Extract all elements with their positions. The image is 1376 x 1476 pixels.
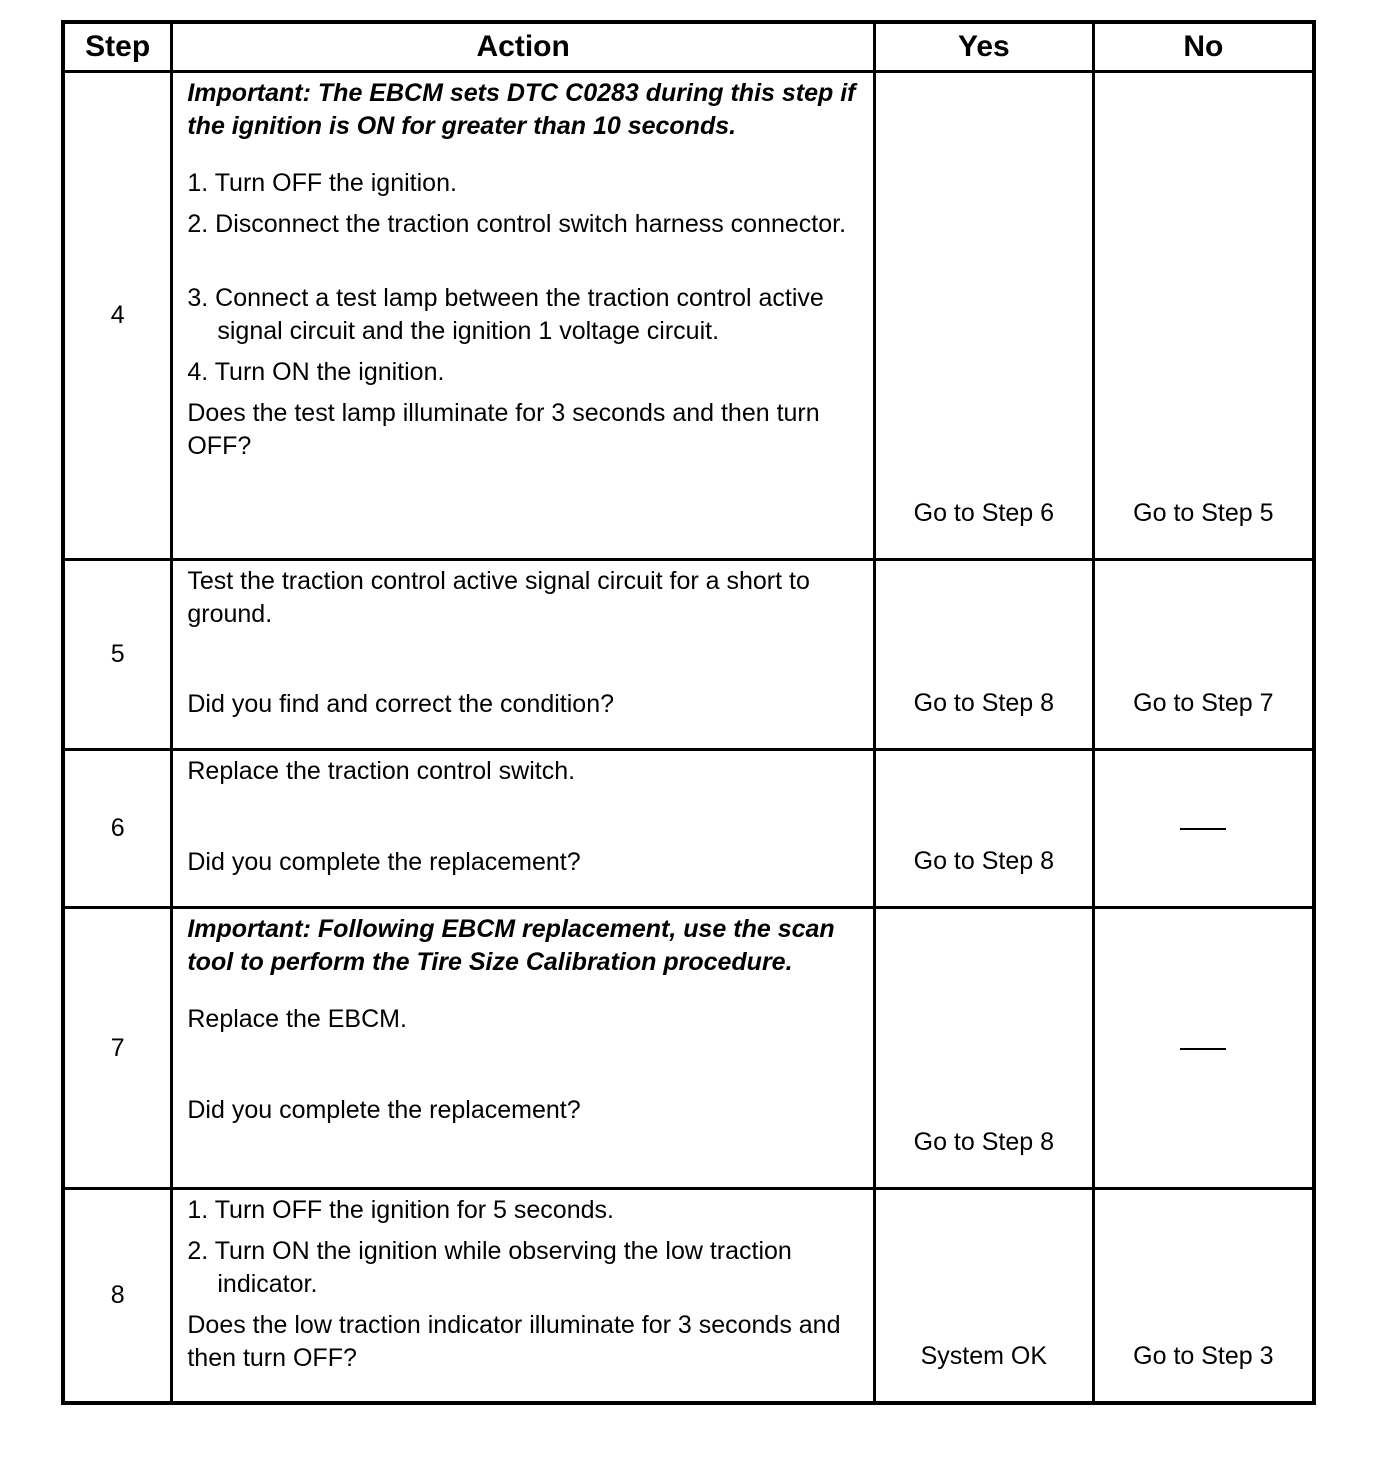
yes-result: Go to Step 8: [874, 560, 1093, 750]
not-applicable-dash: [1180, 1048, 1226, 1050]
yes-result: System OK: [874, 1189, 1093, 1403]
not-applicable-dash: [1180, 828, 1226, 830]
action-question: Does the test lamp illuminate for 3 seconds and then turn OFF?: [187, 399, 820, 460]
diagnostic-procedure-table: [61, 20, 1316, 1405]
no-result: [1093, 908, 1314, 1189]
no-result: [1093, 750, 1314, 908]
action-question: Did you complete the replacement?: [187, 1096, 581, 1124]
action-cell: [172, 560, 875, 750]
action-step: 1. Turn OFF the ignition for 5 seconds.: [187, 1196, 614, 1224]
table-row: [63, 750, 1314, 908]
action-cell: [172, 1189, 875, 1403]
table-row: [63, 908, 1314, 1189]
step-number: 7: [63, 908, 172, 1189]
action-step: 4. Turn ON the ignition.: [187, 358, 445, 386]
action-question: Does the low traction indicator illuminate for 3 seconds and then turn OFF?: [187, 1311, 841, 1372]
step-number: 8: [63, 1189, 172, 1403]
action-step: 1. Turn OFF the ignition.: [187, 169, 457, 197]
action-cell: [172, 72, 875, 560]
action-cell: [172, 908, 875, 1189]
step-number: 5: [63, 560, 172, 750]
action-step: 3. Connect a test lamp between the traction control active signal circuit and the ignition 1 voltage circuit.: [187, 284, 824, 345]
step-number: 6: [63, 750, 172, 908]
no-result: Go to Step 3: [1093, 1189, 1314, 1403]
header-action: Action: [172, 22, 875, 72]
yes-result: Go to Step 8: [874, 750, 1093, 908]
header-row: [63, 22, 1314, 72]
table-row: [63, 72, 1314, 560]
yes-result: Go to Step 8: [874, 908, 1093, 1189]
step-number: 4: [63, 72, 172, 560]
important-note: Important: Following EBCM replacement, use the scan tool to perform the Tire Size Calibration procedure.: [187, 915, 835, 976]
action-text: Replace the traction control switch.: [187, 757, 576, 785]
no-result: Go to Step 5: [1093, 72, 1314, 560]
action-text: Test the traction control active signal circuit for a short to ground.: [187, 567, 810, 628]
header-step: Step: [63, 22, 172, 72]
action-question: Did you complete the replacement?: [187, 848, 581, 876]
table-row: [63, 1189, 1314, 1403]
action-cell: [172, 750, 875, 908]
header-no: No: [1093, 22, 1314, 72]
action-step: 2. Disconnect the traction control switch harness connector.: [187, 210, 847, 238]
yes-result: Go to Step 6: [874, 72, 1093, 560]
action-steps: [187, 1194, 861, 1301]
important-note: Important: The EBCM sets DTC C0283 during this step if the ignition is ON for greater than 10 seconds.: [187, 79, 856, 140]
action-text: Replace the EBCM.: [187, 1005, 407, 1033]
action-question: Did you find and correct the condition?: [187, 690, 615, 718]
action-steps: [187, 167, 861, 389]
action-step: 2. Turn ON the ignition while observing the low traction indicator.: [187, 1237, 792, 1298]
table-row: [63, 560, 1314, 750]
no-result: Go to Step 7: [1093, 560, 1314, 750]
header-yes: Yes: [874, 22, 1093, 72]
